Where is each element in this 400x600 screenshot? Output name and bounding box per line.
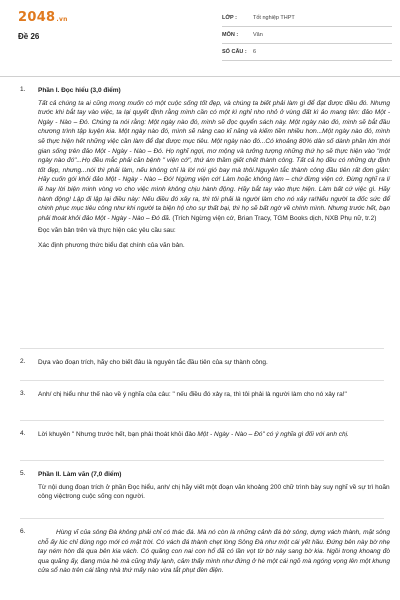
meta-value: Tốt nghiệp THPT [253, 15, 295, 21]
passage-attribution: (Trích Ngừng viện cớ, Brian Tracy, TGM Books dịch, NXB Phụ nữ, tr.2) [172, 214, 377, 222]
reading-passage: Tất cả chúng ta ai cũng mong muốn có một cuộc sống tốt đẹp, và chúng ta biết phải làm gì để đạt được điều đó. Nhưng trước khi bắt tay vào việc, ta lại quyết định rằng mình cần có một kì nghỉ nho nhỏ ở vùng đất kì ảo mang tên: đảo Một - Ngày - Nào – Đó. Chúng ta nói rằng: Một ngày nào đó, mình sẽ đọc quyển sách này. Một ngày nào đó, mình sẽ bắt đầu chương trình tập luyện kia. Một ngày nào đó, mình sẽ nâng cao kĩ năng và kiếm tiền nhiều hơn...Một ngày nào đó, mình sẽ thực hiện hết những việc cần làm để đạt được mục tiêu. Một ngày nào đó...Có khoảng 80% dân số dành phần lớn thời gian sống trên đảo Một - Ngày - Nào – Đó. Họ nghĩ ngợi, mơ mộng và tưởng tượng những thứ họ sẽ thực hiện vào "một ngày nào đó"...Họ đều mắc phải căn bệnh " viện cớ", thứ ám thầm giết chết thành công. Tất cả họ đều có những dự định tốt đẹp, nhưng...nói thì phải làm, nếu không chỉ là lời nói gió bay mà thôi.Nguyên tắc thành công đầu tiên rất đơn giản: Hãy cuốn gói khỏi đảo Một - Ngày - Nào – Đó! Ngừng viện cớ! Làm hoặc không làm – chứ đừng viện cớ. Đừng nghĩ ra lí lẽ hay lời biện minh vòng vo cho việc mình không chịu hành động. Hãy bắt tay vào thực hiện. Làm bất cứ việc gì. Hãy hành động! Lập đi lập lại điều này: Nếu điều đó xảy ra, thì tôi phải là người làm cho nó xảy ra!Nếu người ta đốc sức để chinh phục mục tiêu công như khi người ta biện hộ cho sự thất bại, thì họ sẽ bất ngờ về chính mình. Nhưng trước hết, bạn phải thoát khỏi đảo Một - Ngày - Nào – Đó đã. (Trích Ngừng viện cớ, Brian Tracy, TGM Books dịch, NXB Phụ nữ, tr.2) [38, 99, 390, 222]
question-1 [20, 86, 390, 251]
question-divider [20, 380, 384, 381]
question-number: 4. [20, 430, 26, 437]
exam-number: Đề 26 [18, 32, 40, 41]
question-number: 3. [20, 390, 26, 397]
site-logo[interactable]: 2048.vn [18, 10, 68, 25]
exam-meta-table [222, 10, 392, 61]
header-divider [0, 76, 400, 77]
question-divider [20, 518, 384, 519]
question-2 [20, 358, 390, 368]
meta-label: SỐ CÂU : [222, 49, 247, 55]
question-text: Dựa vào đoạn trích, hãy cho biết đâu là nguyên tắc đầu tiên của sự thành công. [38, 359, 268, 366]
question-number: 1. [20, 86, 26, 93]
instruction-text: Đọc văn bản trên và thực hiện các yêu cầu sau: [38, 227, 176, 235]
question-3 [20, 390, 390, 400]
meta-label: MÔN : [222, 32, 239, 38]
question-text: Từ nội dung đoạn trích ở phần Đọc hiểu, anh/ chị hãy viết một đoạn văn khoảng 200 chữ trình bày suy nghĩ về sự trì hoãn công việctrong cuộc sống con người. [38, 483, 390, 501]
question-number: 2. [20, 358, 26, 365]
question-5 [20, 470, 390, 502]
exam-header [0, 0, 400, 72]
section-title: Phần I. Đọc hiểu (3,0 điểm) [38, 87, 121, 94]
section-title: Phần II. Làm văn (7,0 điểm) [38, 471, 122, 478]
literary-passage: Hùng vĩ của sông Đà không phải chỉ có thác đá. Mà nó còn là những cảnh đá bờ sông, dựng vách thành, mặt sông chỗ ấy lúc chỉ đúng ngọ mới có mặt trời. Có vách đá thành chẹt lòng Sông Đà như một cái yết hầu. Đứng bên này bờ nhẹ tay ném hòn đá qua bên kia vách. Có quãng con nai con hổ đã có lần vọt từ bờ này sang bờ kia. Ngồi trong khoang đò qua quãng ấy, đang mùa hè mà cũng thấy lạnh, cảm thấy mình như đứng ở hè một cái ngõ mà ngóng vọng lên một khung cửa sổ nào trên cái tầng nhà thứ mấy nào vừa tắt phụt đèn điện. [38, 529, 390, 575]
question-divider [20, 348, 384, 349]
meta-row-class [222, 10, 392, 27]
question-number: 6. [20, 528, 26, 535]
meta-row-count [222, 44, 392, 61]
meta-label: LỚP : [222, 15, 237, 21]
meta-value: 6 [253, 49, 257, 55]
question-divider [20, 420, 384, 421]
question-text: Xác định phương thức biểu đạt chính của văn bản. [38, 241, 185, 249]
question-text: Lời khuyên " Nhưng trước hết, bạn phải thoát khỏi đảo Một - Ngày - Nào – Đó" có ý nghĩa gì đối với anh chị. [38, 431, 349, 438]
question-number: 5. [20, 470, 26, 477]
question-6 [20, 528, 390, 576]
question-divider [20, 460, 384, 461]
question-text: Anh/ chị hiểu như thế nào về ý nghĩa của câu: " nếu điều đó xảy ra, thì tôi phải là người làm cho nó xảy ra!" [38, 391, 347, 398]
meta-row-subject [222, 27, 392, 44]
meta-value: Văn [253, 32, 263, 38]
question-4 [20, 430, 390, 440]
